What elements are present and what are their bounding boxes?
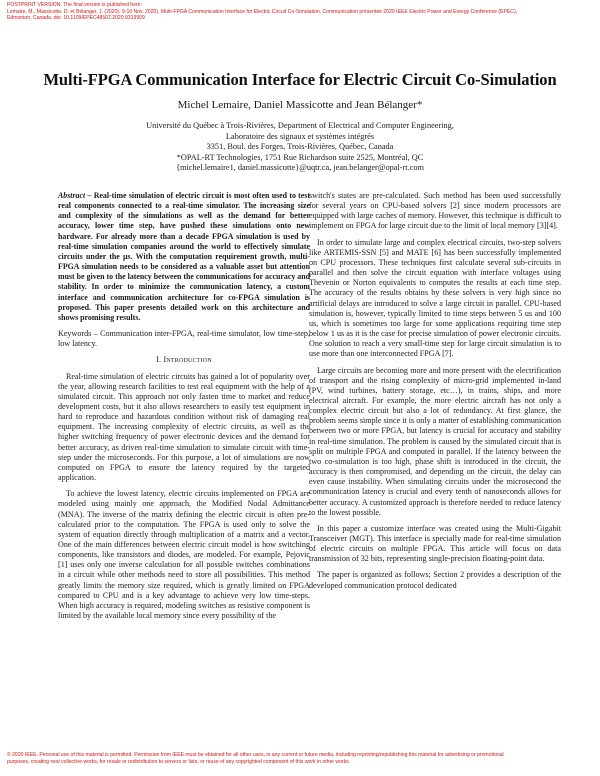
section-number: I. (156, 355, 162, 365)
header-line: Edmonton, Canada. doi: 10.1109/EPEC48502.2020.9319909 (7, 15, 145, 22)
paper-title: Multi-FPGA Communication Interface for Electric Circuit Co-Simulation (43, 70, 557, 89)
body-paragraph: Real-time simulation of electric circuits has gained a lot of popularity over the year, allowing research facilities to test real equipment with the help of a simulated circuit. This approach not only fasten time to market and reduce development costs, but it also allows researchers to easily test equipment in hard to reproduce and hazardous condition without risk of damaging real equipment. The increasing complexity of electric circuits, as well as the higher switching frequency of power electronic devices and the demand for better accuracy, as driven real-time simulation to simulate circuit with time-step under the microseconds. For this purpose, a lot of simulations are now computed on FPGA to ensure the latency required by the targeted application. (58, 371, 310, 483)
left-column (58, 191, 310, 627)
body-paragraph: switch's states are pre-calculated. Such method has been used successfully for several years on CPU-based solvers [2] since modern processors are equipped with large caches of memory. However, this technique is difficult to implement on FPGA for large circuit due to the limit of local memory [3][4]. (309, 191, 561, 231)
header-line: Lemaire, M., Massicotte, D. et Bélanger, J. (2020). 9-10 Nov. 2020). Multi-FPGA Communication Interface for Electric Circuit Co-Simulation. Communication présentée 2020 IEEE Electric Power and Energy Conference (EPEC), (7, 8, 518, 15)
abstract-dash: – (85, 191, 94, 200)
body-paragraph: To achieve the lowest latency, electric circuits implemented on FPGA are modeled using mainly one approach, the Modified Nodal Admittance (MNA). The inverse of the matrix defining the electric circuit is often pre-calculated prior to the computation. The FPGA is used only to solve the system of equation directly through multiplication of a matrix and a vector. One of the main differences between electric circuit model is how switching components, like transistors and diodes, are modeled. For example, Pejovic [1] uses only one inverse calculation for all possible switches combinations in a circuit while other methods need to store all possibilities. This method greatly limits the memory size required, which is greatly limited on FPGA compared to CPU and is a key advantage to achieve very low time-steps. When high accuracy is required, modeling switches as resistive component is limited by the available local memory since every possibility of the (58, 489, 310, 621)
body-paragraph: Large circuits are becoming more and more present with the electrification of transport and the rising complexity of micro-grid implemented in-land (PV, wind turbines, battery storage, etc…), in trains, ships, and more electrical aircraft. For example, the more electric aircraft has not only a complex electric circuit but also a lot of redundancy. At first glance, the problem seems simple since it is only a matter of establishing communication between two or more FPGA, but latency is crucial for accuracy and stability in real-time simulation. The problem is caused by the simulated circuit that is split on multiple FPGA and computed in parallel. If the latency between the two co-simulation is too high, phase shift is introduced in the circuit, the accuracy is then compromised, and depending on the circuit, the delay can even cause instability. When simulating circuits under the microsecond the communication latency is crucial and every tenth of nanoseconds allows for better accuracy. A customized approach is therefore needed to reduce latency to the lowest possible. (309, 365, 561, 517)
affiliation-line: 3351, Boul. des Forges, Trois-Rivières, Québec, Canada (206, 142, 394, 152)
paper-authors: Michel Lemaire, Daniel Massicotte and Jean Bélanger* (177, 99, 423, 111)
abstract-text: Real-time simulation of electric circuit is most often used to test real components connected to a real-time simulator. The increasing size and complexity of the simulations as well as the demand for better accuracy, lower time step, have pushed these simulations onto new hardware. For already more than a decade FPGA simulation is used by real-time simulation companies around the world to effectively simulate circuits under the µs. With the computation requirement growth, multi-FPGA simulation needs to be considered as a valuable asset but attention must be given to the latency between the communications for accuracy and stability. In order to minimize the communication latency, a custom interface and communication architecture for co-FPGA simulation is proposed. This paper presents detailed work on this architecture and shows promising results. (58, 191, 310, 322)
author-emails: {michel.lemaire1, daniel.massicotte}@uqtr.ca, jean.belanger@opal-rt.com (176, 163, 424, 173)
affiliation-line: Laboratoire des signaux et systèmes intégrés (225, 131, 375, 141)
header-line: POSTPRINT VERSION. The final version is published here: (7, 2, 142, 8)
body-paragraph: In this paper a customize interface was created using the Multi-Gigabit Transceiver (MGT). This interface is specially made for real-time simulation of electric circuits on multiple FPGA. This article will focus on data transmission of 32 bits, representing single-precision floating-point data. (309, 523, 561, 564)
keywords: Keywords – Communication inter-FPGA, real-time simulator, low time-step, low latency. (58, 329, 310, 349)
postprint-header (7, 2, 597, 22)
abstract-heading: Abstract (58, 191, 86, 200)
copyright-footer (7, 752, 597, 765)
abstract (58, 191, 310, 323)
affiliation-line: Université du Québec à Trois-Rivières, Department of Electrical and Computer Engineering, (146, 121, 454, 130)
footer-line: purposes, creating new collective works, for resale or redistribution to servers or lists, or reuse of any copyrighted component of this work in other works. (7, 758, 351, 765)
body-paragraph: The paper is organized as follows; Section 2 provides a description of the developed communication protocol dedicated (309, 570, 561, 590)
right-column (309, 191, 561, 597)
section-title: Introduction (163, 355, 212, 365)
body-paragraph: In order to simulate large and complex electrical circuits, two-step solvers like ARTEMIS-SSN [5] and MATE [6] has been successfully implemented on CPU processors. These techniques first calculate several sub-circuits in parallel and then solve the circuit equation with interface voltages using Thevenin or Norton equivalents to computes the results at each time step. The accuracy of the results obtains by these solvers is very high since no artificial delays are introduced to solve a large circuit in parallel. CPU-based simulation is, however, typically limited to time steps between 5 us and 100 us, which is sometimes too large for some applications requiring time step below 1 us as it is the case for precise simulation of power electronic circuits. One solution to reach a very small-time step for large circuit simulation is to use more than one interconnected FPGA [7]. (309, 237, 561, 359)
footer-line: © 2020 IEEE. Personal use of this material is permitted. Permission from IEEE must be obtained for all other uses, in any current or future media, including reprinting/republishing this material for advertising or promotional (7, 752, 504, 758)
affiliation-line: *OPAL-RT Technologies, 1751 Rue Richardson suite 2525, Montréal, QC (176, 152, 424, 162)
section-heading (58, 355, 310, 365)
affiliation-block (0, 121, 600, 174)
